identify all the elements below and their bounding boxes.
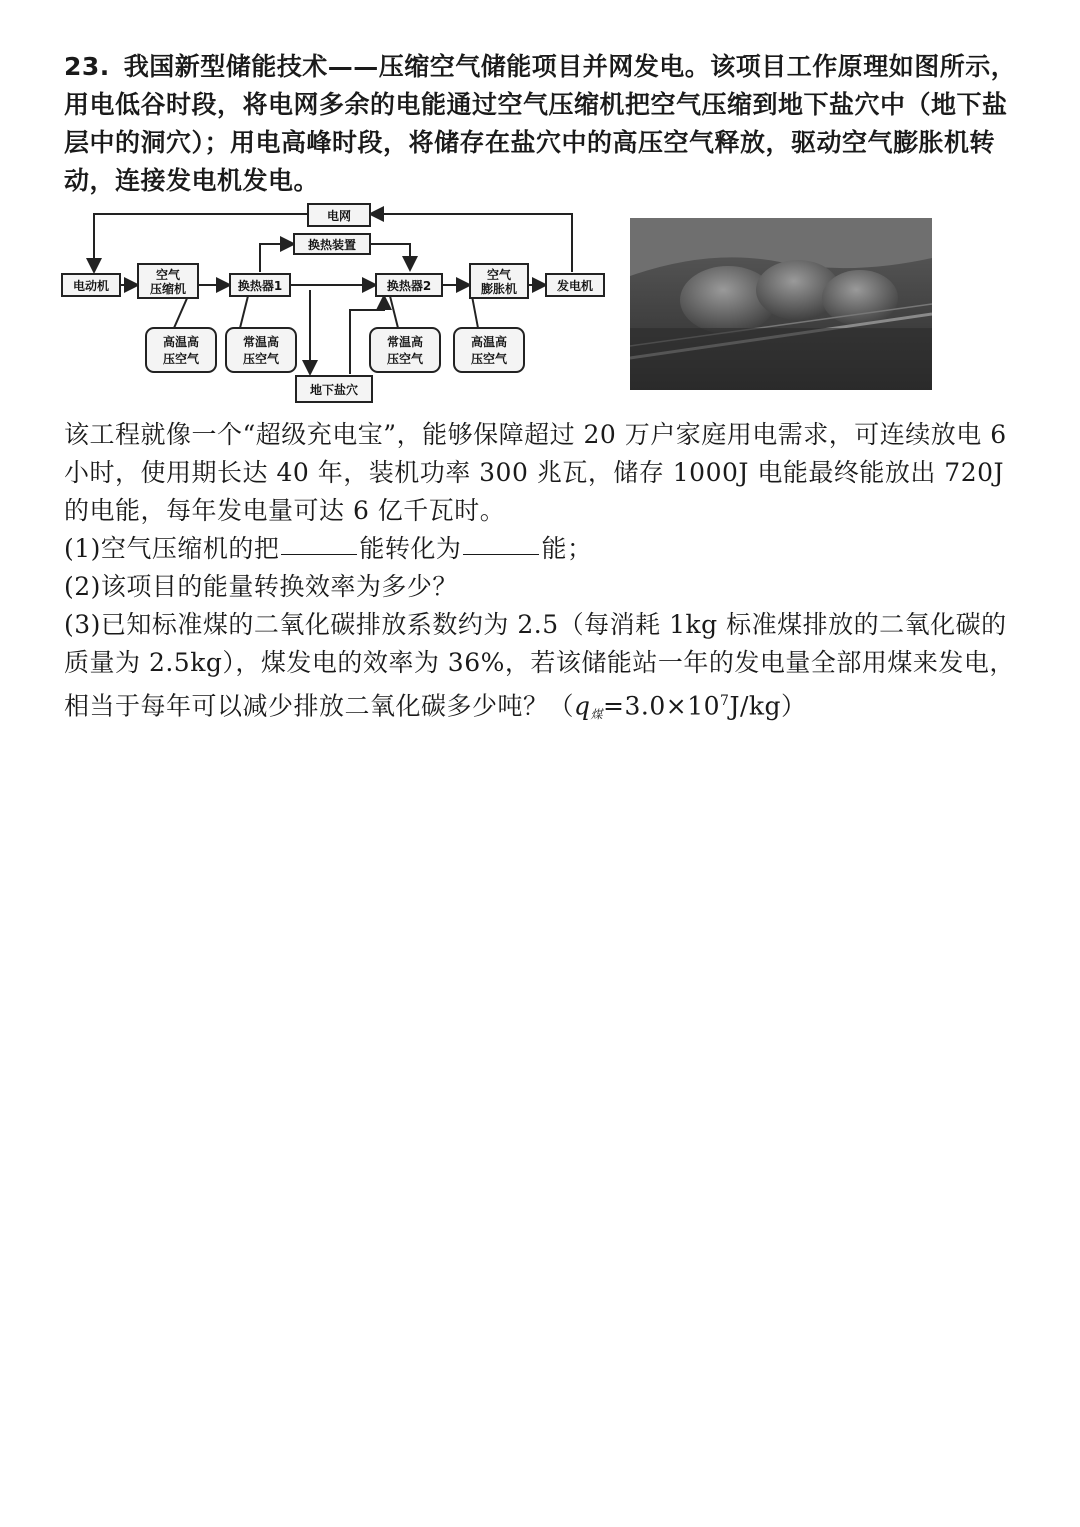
sub1-text-a: (1)空气压缩机的把 <box>64 534 280 563</box>
formula-q-value: =3.0×10 <box>603 691 721 721</box>
bubble-hot-air-right-line2: 压空气 <box>470 352 508 366</box>
project-description: 该工程就像一个“超级充电宝”，能够保障超过 20 万户家庭用电需求，可连续放电 6 小时，使用期长达 40 年，装机功率 300 兆瓦，储存 1000J 电能最终能放出 720J 的电能，每年发电量可达 6 亿千瓦时。 <box>64 420 1007 525</box>
sub3-text: (3)已知标准煤的二氧化碳排放系数约为 2.5（每消耗 1kg 标准煤排放的二氧化碳的质量为 2.5kg），煤发电的效率为 36%，若该储能站一年的发电量全部用煤来发电，相当于每年可以减少排放二氧化碳多少吨？（ <box>64 610 1015 721</box>
bubble-hot-air-left-line1: 高温高 <box>162 335 200 349</box>
formula-q-unit: J/kg） <box>729 691 807 721</box>
sub1-text-c: 能； <box>541 534 593 563</box>
formula-q-subscript: 煤 <box>590 707 604 722</box>
node-heat-device: 换热装置 <box>307 238 357 252</box>
sub1-text-b: 能转化为 <box>359 534 462 563</box>
question-intro <box>64 48 1029 200</box>
bubble-hot-air-left-line2: 压空气 <box>162 352 200 366</box>
node-heat-exchanger-1: 换热器1 <box>237 279 283 293</box>
formula-q-symbol: q <box>574 691 591 721</box>
node-generator: 发电机 <box>556 279 594 293</box>
sub-question-3 <box>64 606 1029 733</box>
bubble-normal-air-left-line2: 压空气 <box>242 352 280 366</box>
node-motor: 电动机 <box>72 279 110 293</box>
bubble-hot-air-right-line1: 高温高 <box>470 335 508 349</box>
answer-blank-2[interactable] <box>463 553 539 555</box>
answer-blank-1[interactable] <box>281 553 357 555</box>
node-expander-line1: 空气 <box>486 268 512 282</box>
node-expander-line2: 膨胀机 <box>480 282 518 296</box>
node-compressor-line1: 空气 <box>155 268 181 282</box>
energy-storage-flow-diagram <box>58 200 614 412</box>
storage-facility-photo <box>630 218 932 390</box>
node-compressor-line2: 压缩机 <box>149 282 187 296</box>
formula-q-exponent: 7 <box>720 693 730 709</box>
bubble-normal-air-right-line1: 常温高 <box>386 335 424 349</box>
sub-question-2: (2)该项目的能量转换效率为多少？ <box>64 572 458 601</box>
question-intro-text: 我国新型储能技术——压缩空气储能项目并网发电。该项目工作原理如图所示，用电低谷时段，将电网多余的电能通过空气压缩机把空气压缩到地下盐穴中（地下盐层中的洞穴）；用电高峰时段，将储存在盐穴中的高压空气释放，驱动空气膨胀机转动，连接发电机发电。 <box>64 52 1017 195</box>
node-heat-exchanger-2: 换热器2 <box>386 279 432 293</box>
node-grid: 电网 <box>326 209 352 223</box>
bubble-normal-air-right-line2: 压空气 <box>386 352 424 366</box>
node-salt-cave: 地下盐穴 <box>309 383 359 397</box>
sub-question-1 <box>64 530 1029 568</box>
question-number: 23. <box>64 52 110 81</box>
bubble-normal-air-left-line1: 常温高 <box>242 335 280 349</box>
